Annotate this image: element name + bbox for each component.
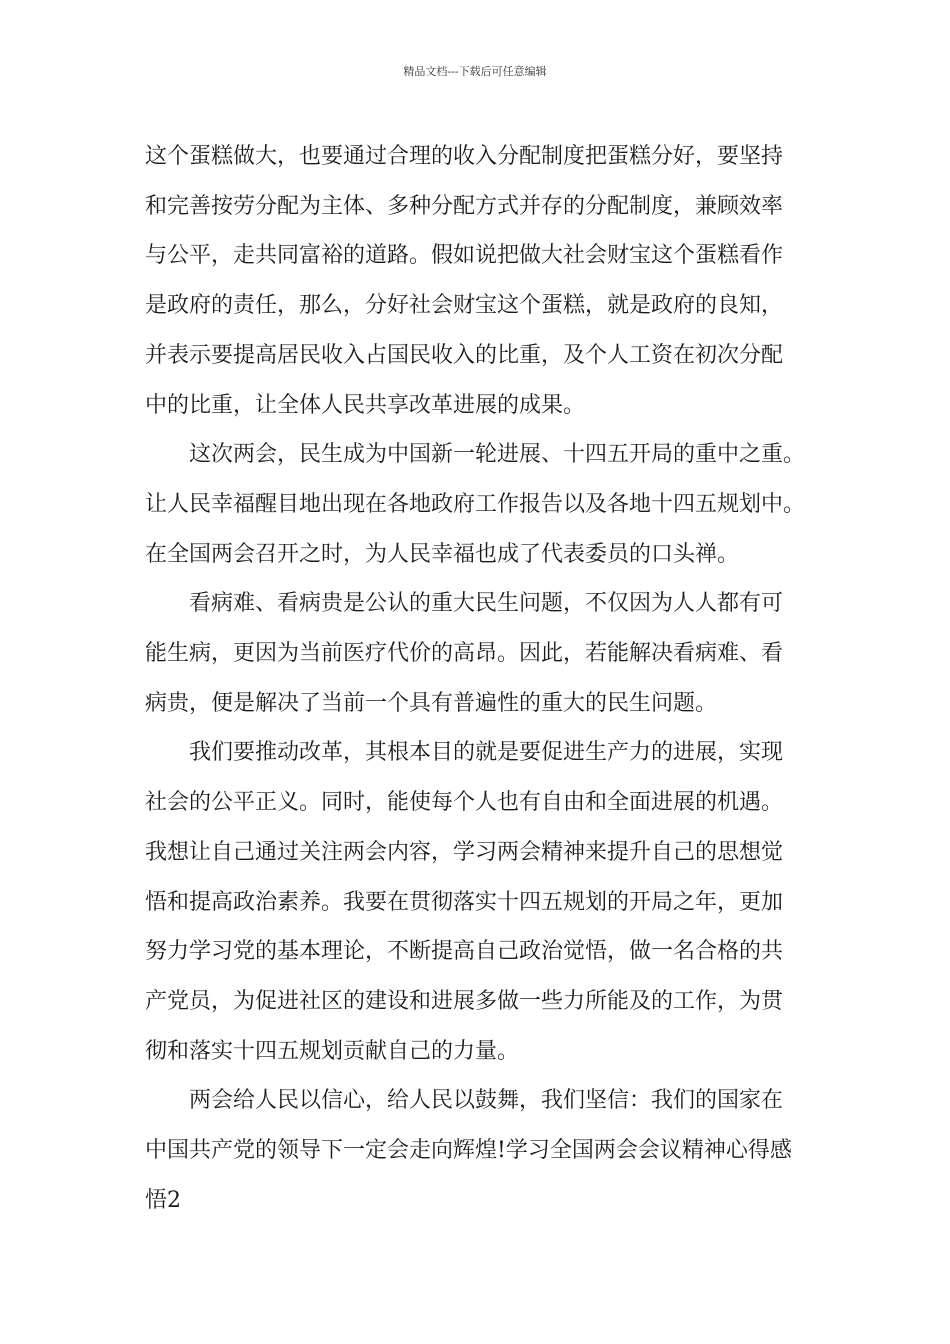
- text-line: 是政府的责任，那么，分好社会财宝这个蛋糕，就是政府的良知，: [145, 293, 784, 319]
- text-line: 在全国两会召开之时，为人民幸福也成了代表委员的口头禅。: [145, 541, 740, 567]
- text-line: 彻和落实十四五规划贡献自己的力量。: [145, 1038, 520, 1064]
- text-line: 让人民幸福醒目地出现在各地政府工作报告以及各地十四五规划中。: [145, 491, 806, 517]
- text-line: 这次两会，民生成为中国新一轮进展、十四五开局的重中之重。: [189, 442, 806, 468]
- document-body: [145, 132, 825, 1225]
- text-line: 悟和提高政治素养。我要在贯彻落实十四五规划的开局之年，更加: [145, 889, 784, 915]
- paragraph-1: [145, 132, 825, 430]
- paragraph-3: [145, 579, 825, 728]
- text-line: 悟2: [145, 1187, 181, 1213]
- text-line: 这个蛋糕做大，也要通过合理的收入分配制度把蛋糕分好，要坚持: [145, 144, 784, 169]
- text-line: 努力学习党的基本理论，不断提高自己政治觉悟，做一名合格的共: [145, 939, 784, 965]
- text-line: 我们要推动改革，其根本目的就是要促进生产力的进展，实现: [189, 740, 784, 766]
- text-line: 并表示要提高居民收入占国民收入的比重，及个人工资在初次分配: [145, 342, 784, 368]
- text-line: 病贵，便是解决了当前一个具有普遍性的重大的民生问题。: [145, 690, 718, 716]
- text-line: 社会的公平正义。同时，能使每个人也有自由和全面进展的机遇。: [145, 790, 784, 816]
- paragraph-5: [145, 1076, 825, 1225]
- paragraph-2: [145, 430, 825, 579]
- page-header: 精品文档---下载后可任意编辑: [403, 65, 547, 78]
- text-line: 与公平，走共同富裕的道路。假如说把做大社会财宝这个蛋糕看作: [145, 243, 784, 269]
- paragraph-4: [145, 728, 825, 1076]
- text-line: 两会给人民以信心，给人民以鼓舞，我们坚信：我们的国家在: [189, 1088, 784, 1114]
- text-line: 能生病，更因为当前医疗代价的高昂。因此，若能解决看病难、看: [145, 641, 784, 667]
- text-line: 和完善按劳分配为主体、多种分配方式并存的分配制度，兼顾效率: [145, 193, 784, 219]
- text-line: 中的比重，让全体人民共享改革进展的成果。: [145, 392, 586, 418]
- text-line: 我想让自己通过关注两会内容，学习两会精神来提升自己的思想觉: [145, 839, 784, 865]
- text-line: 产党员，为促进社区的建设和进展多做一些力所能及的工作，为贯: [145, 988, 784, 1014]
- text-line: 看病难、看病贵是公认的重大民生问题，不仅因为人人都有可: [189, 591, 784, 617]
- text-line: 中国共产党的领导下一定会走向辉煌!学习全国两会会议精神心得感: [145, 1138, 792, 1164]
